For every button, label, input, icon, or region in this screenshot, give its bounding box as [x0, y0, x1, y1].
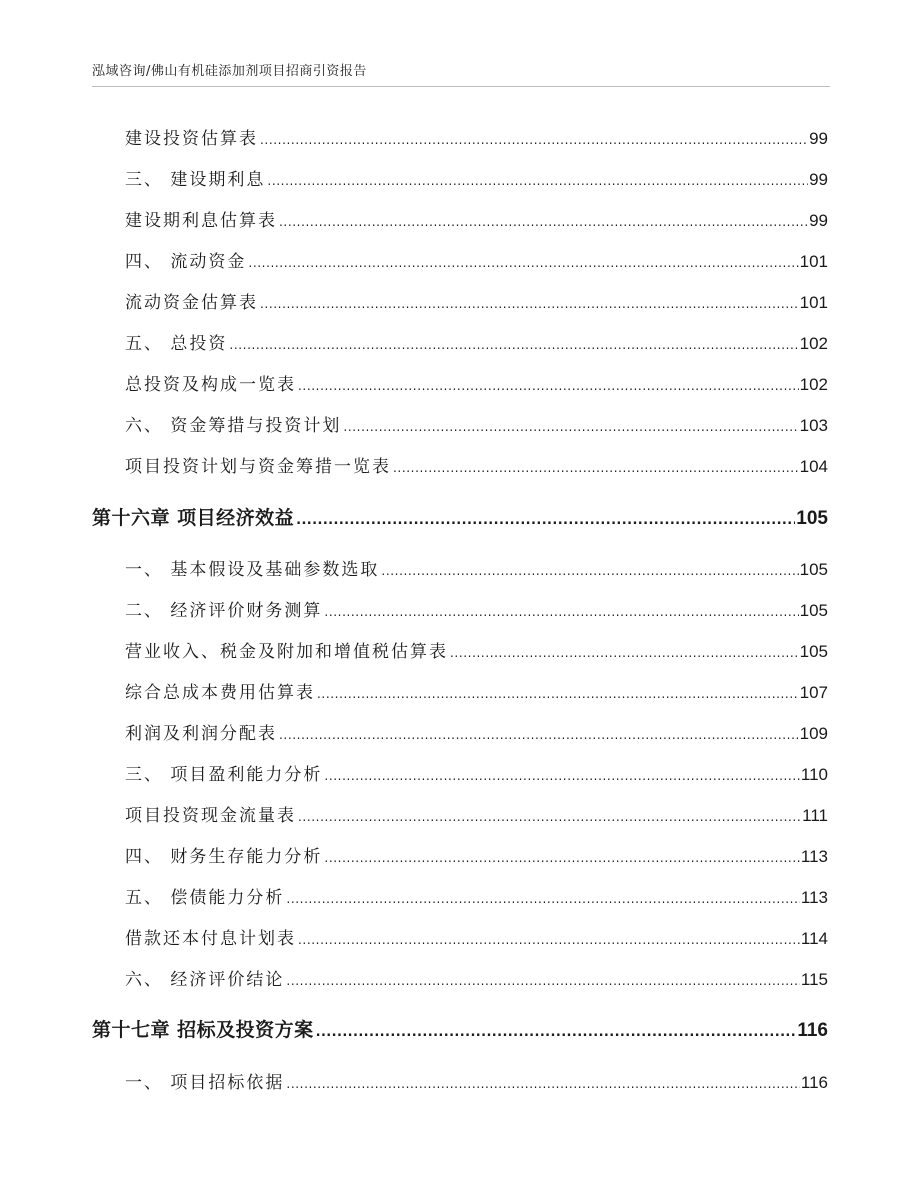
toc-dot-leader — [343, 416, 798, 436]
toc-entry-page: 99 — [809, 129, 828, 148]
toc-entry[interactable] — [125, 329, 828, 354]
toc-entry[interactable] — [125, 801, 828, 826]
toc-entry-title: 四、 流动资金 — [125, 252, 247, 272]
toc-entry-page: 107 — [799, 683, 828, 702]
toc-dot-leader — [286, 888, 799, 908]
toc-entry-title: 六、 资金筹措与投资计划 — [125, 416, 342, 436]
header-divider — [92, 86, 830, 87]
toc-entry-page: 101 — [799, 252, 828, 271]
toc-entry-title: 一、 基本假设及基础参数选取 — [125, 560, 380, 580]
toc-entry-title: 综合总成本费用估算表 — [125, 683, 315, 703]
toc-entry-page: 105 — [799, 642, 828, 661]
toc-entry-title: 三、 项目盈利能力分析 — [125, 765, 323, 785]
toc-dot-leader — [450, 642, 799, 662]
toc-entry-page: 109 — [799, 724, 828, 743]
toc-chapter-page: 105 — [796, 508, 828, 529]
toc-entry-title: 建设投资估算表 — [125, 129, 258, 149]
toc-entry-title: 五、 总投资 — [125, 334, 228, 354]
toc-dot-leader — [286, 1073, 799, 1093]
toc-dot-leader — [248, 252, 798, 272]
toc-entry-page: 103 — [799, 416, 828, 435]
toc-entry-title: 四、 财务生存能力分析 — [125, 847, 323, 867]
toc-dot-leader — [317, 683, 799, 703]
toc-dot-leader — [298, 375, 799, 395]
toc-entry-page: 110 — [800, 765, 828, 784]
toc-entry-page: 99 — [809, 170, 828, 189]
toc-entry[interactable] — [125, 596, 828, 621]
toc-entry[interactable] — [125, 965, 828, 990]
toc-entry[interactable] — [125, 411, 828, 436]
toc-dot-leader — [324, 601, 798, 621]
toc-entry-title: 一、 项目招标依据 — [125, 1073, 285, 1093]
toc-dot-leader — [296, 507, 795, 529]
toc-dot-leader — [324, 765, 799, 785]
toc-entry-page: 113 — [800, 888, 828, 907]
toc-entry-page: 102 — [799, 375, 828, 394]
toc-dot-leader — [260, 293, 799, 313]
toc-chapter-entry[interactable] — [92, 503, 828, 530]
toc-entry[interactable] — [125, 165, 828, 190]
toc-entry-page: 105 — [799, 560, 828, 579]
toc-entry-title: 流动资金估算表 — [125, 293, 258, 313]
toc-entry[interactable] — [125, 370, 828, 395]
toc-chapter-title: 第十七章 招标及投资方案 — [92, 1019, 314, 1041]
toc-entry-title: 五、 偿债能力分析 — [125, 888, 285, 908]
toc-entry-title: 二、 经济评价财务测算 — [125, 601, 323, 621]
toc-entry[interactable] — [125, 719, 828, 744]
toc-dot-leader — [229, 334, 798, 354]
toc-dot-leader — [286, 970, 799, 990]
toc-entry[interactable] — [125, 1068, 828, 1093]
toc-entry-page: 101 — [799, 293, 828, 312]
toc-dot-leader — [279, 724, 799, 744]
toc-chapter-title: 第十六章 项目经济效益 — [92, 507, 295, 529]
toc-entry-page: 113 — [800, 847, 828, 866]
toc-entry-title: 六、 经济评价结论 — [125, 970, 285, 990]
toc-entry-page: 105 — [799, 601, 828, 620]
toc-dot-leader — [324, 847, 799, 867]
toc-dot-leader — [279, 211, 808, 231]
toc-entry[interactable] — [125, 760, 828, 785]
toc-dot-leader — [260, 129, 808, 149]
toc-entry-page: 111 — [802, 806, 828, 825]
toc-dot-leader — [298, 806, 801, 826]
toc-entry[interactable] — [125, 452, 828, 477]
toc-entry-title: 项目投资现金流量表 — [125, 806, 296, 826]
toc-entry[interactable] — [125, 842, 828, 867]
toc-entry[interactable] — [125, 247, 828, 272]
toc-entry[interactable] — [125, 555, 828, 580]
toc-entry[interactable] — [125, 124, 828, 149]
toc-entry-page: 114 — [800, 929, 828, 948]
running-header: 泓域咨询/佛山有机硅添加剂项目招商引资报告 — [92, 64, 367, 79]
toc-entry-page: 104 — [799, 457, 828, 476]
toc-entry[interactable] — [125, 924, 828, 949]
toc-dot-leader — [267, 170, 808, 190]
toc-entry-title: 总投资及构成一览表 — [125, 375, 296, 395]
toc-entry[interactable] — [125, 288, 828, 313]
toc-entry-page: 116 — [800, 1073, 828, 1092]
toc-dot-leader — [298, 929, 800, 949]
toc-entry[interactable] — [125, 637, 828, 662]
toc-dot-leader — [316, 1019, 797, 1041]
toc-entry-page: 102 — [799, 334, 828, 353]
toc-entry[interactable] — [125, 206, 828, 231]
toc-chapter-page: 116 — [797, 1020, 828, 1041]
toc-entry-title: 建设期利息估算表 — [125, 211, 277, 231]
toc-dot-leader — [381, 560, 798, 580]
toc-entry-title: 三、 建设期利息 — [125, 170, 266, 190]
toc-dot-leader — [393, 457, 799, 477]
toc-entry[interactable] — [125, 678, 828, 703]
toc-entry-title: 项目投资计划与资金筹措一览表 — [125, 457, 391, 477]
toc-entry-page: 115 — [800, 970, 828, 989]
toc-entry[interactable] — [125, 883, 828, 908]
toc-entry-title: 营业收入、税金及附加和增值税估算表 — [125, 642, 448, 662]
toc-entry-title: 利润及利润分配表 — [125, 724, 277, 744]
toc-entry-page: 99 — [809, 211, 828, 230]
toc-entry-title: 借款还本付息计划表 — [125, 929, 296, 949]
toc-chapter-entry[interactable] — [92, 1015, 828, 1042]
